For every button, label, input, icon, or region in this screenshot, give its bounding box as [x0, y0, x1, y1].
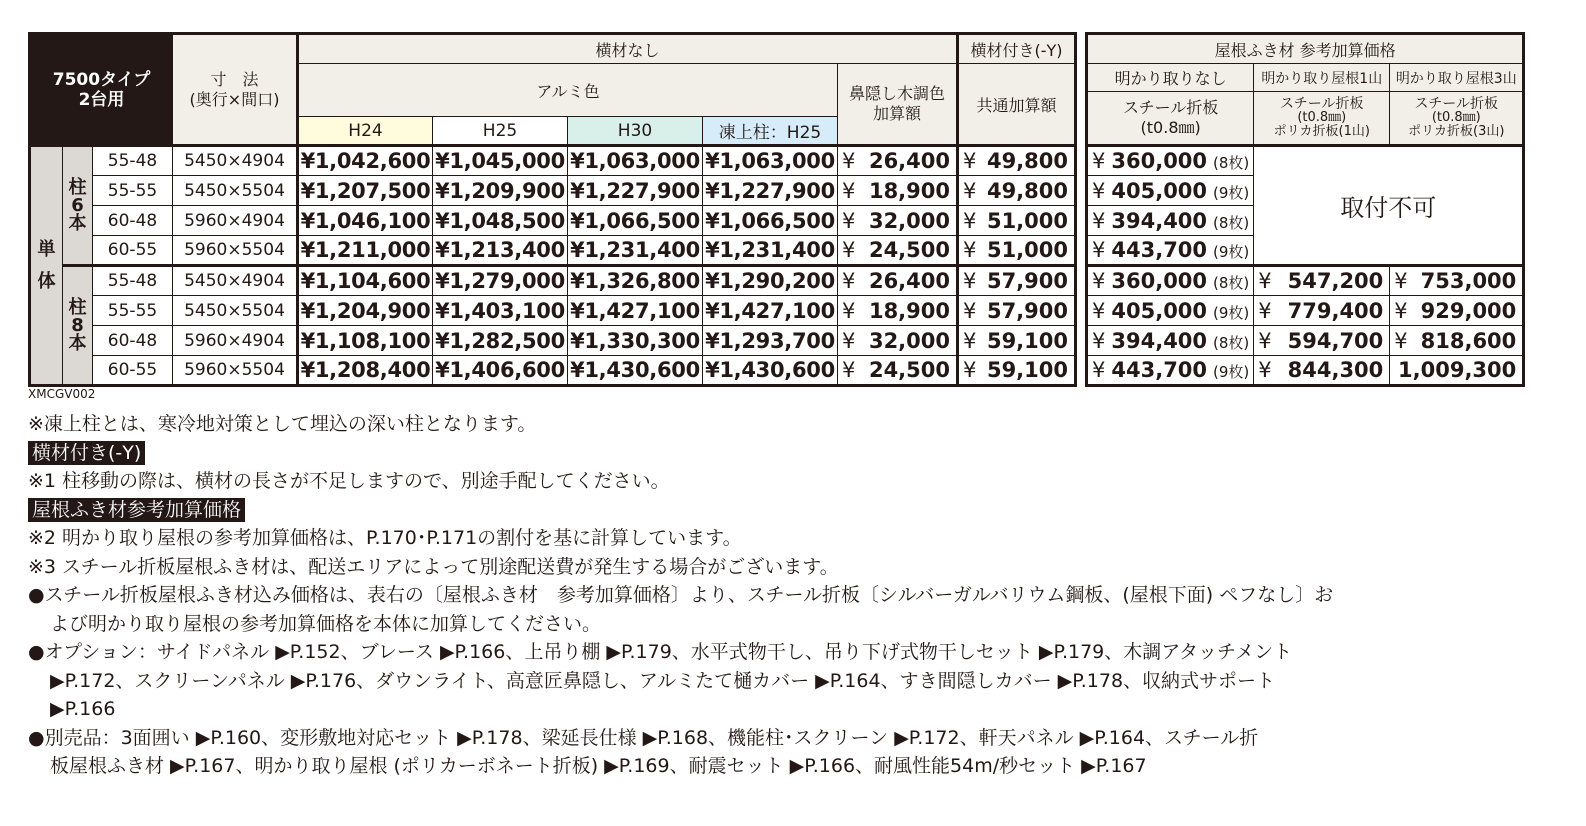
price-table: [28, 32, 1077, 387]
price-h30: ¥1,430,600: [568, 356, 703, 386]
code-cell: 55-55: [93, 176, 173, 206]
price-h25: ¥1,048,500: [433, 206, 568, 236]
roof-price-cell: ¥ 394,400 (8枚): [1087, 206, 1254, 236]
wood-add-header: 鼻隠し木調色 加算額: [838, 64, 958, 146]
roof-price-cell: ¥ 443,700 (9枚): [1087, 356, 1254, 386]
price-h30: ¥1,227,900: [568, 176, 703, 206]
bullet-options-line3: ▶P.166: [50, 698, 116, 720]
code-cell: 60-55: [93, 236, 173, 266]
wood-add-cell: ¥ 26,400: [838, 146, 958, 176]
table-row: [30, 356, 1076, 386]
price-h24: ¥1,104,600: [298, 266, 433, 296]
common-add-cell: ¥ 59,100: [958, 326, 1076, 356]
h30-header: H30: [568, 117, 703, 146]
crossbar-tag: 横材付き(-Y): [28, 441, 145, 465]
note-2: ※2 明かり取り屋根の参考加算価格は、P.170･P.171の割付を基に計算しています。: [28, 527, 742, 549]
code-cell: 60-48: [93, 206, 173, 236]
price-frost: ¥1,430,600: [703, 356, 838, 386]
notes-section: [28, 410, 1558, 781]
table-row: [1087, 296, 1524, 326]
price-h30: ¥1,427,100: [568, 296, 703, 326]
price-h30: ¥1,330,300: [568, 326, 703, 356]
common-add-cell: ¥ 51,000: [958, 206, 1076, 236]
pillar-8-label: 柱 8 本: [63, 266, 93, 386]
size-cell: 5960×4904: [173, 206, 298, 236]
size-cell: 5450×5504: [173, 176, 298, 206]
pillar-6-label: 柱 6 本: [63, 146, 93, 266]
price-h30: ¥1,066,500: [568, 206, 703, 236]
price-h30: ¥1,063,000: [568, 146, 703, 176]
roof-price-cell: ¥ 394,400 (8枚): [1087, 326, 1254, 356]
price-h24: ¥1,208,400: [298, 356, 433, 386]
roof-price-cell: ¥ 405,000 (9枚): [1087, 176, 1254, 206]
price-frost: ¥1,293,700: [703, 326, 838, 356]
table-row: [1087, 326, 1524, 356]
product-code: XMCGV002: [28, 387, 96, 401]
no-crossbar-header: 横材なし: [298, 34, 958, 64]
price-h24: ¥1,042,600: [298, 146, 433, 176]
price-h30: ¥1,231,400: [568, 236, 703, 266]
size-cell: 5960×5504: [173, 236, 298, 266]
table-row: [30, 206, 1076, 236]
table-row: [30, 326, 1076, 356]
price-frost: ¥1,290,200: [703, 266, 838, 296]
wood-add-cell: ¥ 24,500: [838, 236, 958, 266]
wood-add-cell: ¥ 32,000: [838, 206, 958, 236]
roof-sub-1: スチール折板 (t0.8㎜) ポリカ折板(1山): [1254, 92, 1390, 146]
price-h25: ¥1,282,500: [433, 326, 568, 356]
common-add-cell: ¥ 51,000: [958, 236, 1076, 266]
bullet-separate-line2: 板屋根ふき材 ▶P.167、明かり取り屋根 (ポリカーボネート折板) ▶P.169、耐震セット ▶P.166、耐風性能54m/秒セット ▶P.167: [50, 755, 1147, 777]
price-frost: ¥1,063,000: [703, 146, 838, 176]
common-add-cell: ¥ 57,900: [958, 266, 1076, 296]
roof-sub-3: スチール折板 (t0.8㎜) ポリカ折板(3山): [1390, 92, 1524, 146]
bullet-options-line1: ●オプション：サイドパネル ▶P.152、ブレース ▶P.166、上吊り棚 ▶P.179、水平式物干し、吊り下げ式物干しセット ▶P.179、木調アタッチメント: [28, 641, 1293, 663]
roof-3-cell: 1,009,300: [1390, 356, 1524, 386]
roof-price-cell: ¥ 443,700 (9枚): [1087, 236, 1254, 266]
code-cell: 60-48: [93, 326, 173, 356]
price-frost: ¥1,066,500: [703, 206, 838, 236]
wood-add-cell: ¥ 18,900: [838, 176, 958, 206]
aluminum-header: アルミ色: [298, 64, 838, 117]
roof-1-cell: ¥ 844,300: [1254, 356, 1390, 386]
section-label: 単 体: [30, 146, 63, 386]
common-add-cell: ¥ 57,900: [958, 296, 1076, 326]
size-cell: 5960×4904: [173, 326, 298, 356]
frost-h25-header: 凍上柱：H25: [703, 117, 838, 146]
roof-1-cell: ¥ 594,700: [1254, 326, 1390, 356]
roof-price-tag: 屋根ふき材参考加算価格: [28, 498, 245, 522]
roof-price-cell: ¥ 360,000 (8枚): [1087, 146, 1254, 176]
bullet-roof-line1: ●スチール折板屋根ふき材込み価格は、表右の〔屋根ふき材 参考加算価格〕より、スチール折板〔シルバーガルバリウム鋼板、(屋根下面) ペフなし〕お: [28, 584, 1334, 606]
price-h25: ¥1,403,100: [433, 296, 568, 326]
wood-add-cell: ¥ 24,500: [838, 356, 958, 386]
price-table-area: [28, 32, 1525, 387]
price-h25: ¥1,279,000: [433, 266, 568, 296]
table-row: [1087, 356, 1524, 386]
code-cell: 55-55: [93, 296, 173, 326]
roof-col-3: 明かり取り屋根3山: [1390, 64, 1524, 92]
size-cell: 5960×5504: [173, 356, 298, 386]
price-frost: ¥1,231,400: [703, 236, 838, 266]
roof-price-cell: ¥ 405,000 (9枚): [1087, 296, 1254, 326]
size-cell: 5450×5504: [173, 296, 298, 326]
roof-sub-none: スチール折板 (t0.8㎜): [1087, 92, 1254, 146]
wood-add-cell: ¥ 32,000: [838, 326, 958, 356]
with-crossbar-header: 横材付き(-Y): [958, 34, 1076, 64]
size-cell: 5450×4904: [173, 266, 298, 296]
frost-pillar-note: ※凍上柱とは、寒冷地対策として埋込の深い柱となります。: [28, 413, 537, 435]
code-cell: 55-48: [93, 266, 173, 296]
price-frost: ¥1,427,100: [703, 296, 838, 326]
price-h24: ¥1,207,500: [298, 176, 433, 206]
price-h24: ¥1,204,900: [298, 296, 433, 326]
price-h25: ¥1,209,900: [433, 176, 568, 206]
table-row: [30, 146, 1076, 176]
wood-add-cell: ¥ 18,900: [838, 296, 958, 326]
h25-header: H25: [433, 117, 568, 146]
roof-title: 屋根ふき材 参考加算価格: [1087, 34, 1524, 64]
roof-col-none: 明かり取りなし: [1087, 64, 1254, 92]
price-frost: ¥1,227,900: [703, 176, 838, 206]
common-add-cell: ¥ 59,100: [958, 356, 1076, 386]
roof-col-1: 明かり取り屋根1山: [1254, 64, 1390, 92]
model-title: 7500タイプ 2台用: [30, 34, 173, 146]
roof-1-cell: ¥ 779,400: [1254, 296, 1390, 326]
bullet-roof-line2: よび明かり取り屋根の参考加算価格を本体に加算してください。: [50, 612, 602, 635]
note-3: ※3 スチール折板屋根ふき材は、配送エリアによって別途配送費が発生する場合がございます。: [28, 555, 839, 578]
roof-1-cell: ¥ 547,200: [1254, 266, 1390, 296]
price-h30: ¥1,326,800: [568, 266, 703, 296]
table-row: [30, 176, 1076, 206]
common-add-header: 共通加算額: [958, 64, 1076, 146]
roof-3-cell: ¥ 929,000: [1390, 296, 1524, 326]
common-add-cell: ¥ 49,800: [958, 146, 1076, 176]
price-h25: ¥1,045,000: [433, 146, 568, 176]
size-cell: 5450×4904: [173, 146, 298, 176]
table-row: [30, 236, 1076, 266]
price-h24: ¥1,046,100: [298, 206, 433, 236]
price-h25: ¥1,406,600: [433, 356, 568, 386]
code-cell: 60-55: [93, 356, 173, 386]
roof-price-table: [1085, 32, 1525, 387]
wood-add-cell: ¥ 26,400: [838, 266, 958, 296]
roof-3-cell: ¥ 818,600: [1390, 326, 1524, 356]
common-add-cell: ¥ 49,800: [958, 176, 1076, 206]
price-h24: ¥1,211,000: [298, 236, 433, 266]
note-1: ※1 柱移動の際は、横材の長さが不足しますので、別途手配してください。: [28, 470, 670, 492]
code-cell: 55-48: [93, 146, 173, 176]
table-row: [30, 296, 1076, 326]
table-row: [1087, 266, 1524, 296]
bullet-separate-line1: ●別売品：3面囲い ▶P.160、変形敷地対応セット ▶P.178、梁延長仕様 ▶P.168、機能柱･スクリーン ▶P.172、軒天パネル ▶P.164、スチール折: [28, 726, 1259, 749]
price-h24: ¥1,108,100: [298, 326, 433, 356]
price-h25: ¥1,213,400: [433, 236, 568, 266]
h24-header: H24: [298, 117, 433, 146]
table-row: [1087, 146, 1524, 176]
size-header: 寸 法 (奥行×間口): [173, 34, 298, 146]
roof-3-cell: ¥ 753,000: [1390, 266, 1524, 296]
roof-price-cell: ¥ 360,000 (8枚): [1087, 266, 1254, 296]
table-row: [30, 266, 1076, 296]
bullet-options-line2: ▶P.172、スクリーンパネル ▶P.176、ダウンライト、高意匠鼻隠し、アルミたて樋カバー ▶P.164、すき間隠しカバー ▶P.178、収納式サポート: [50, 669, 1276, 692]
not-available-cell: 取付不可: [1254, 146, 1524, 266]
